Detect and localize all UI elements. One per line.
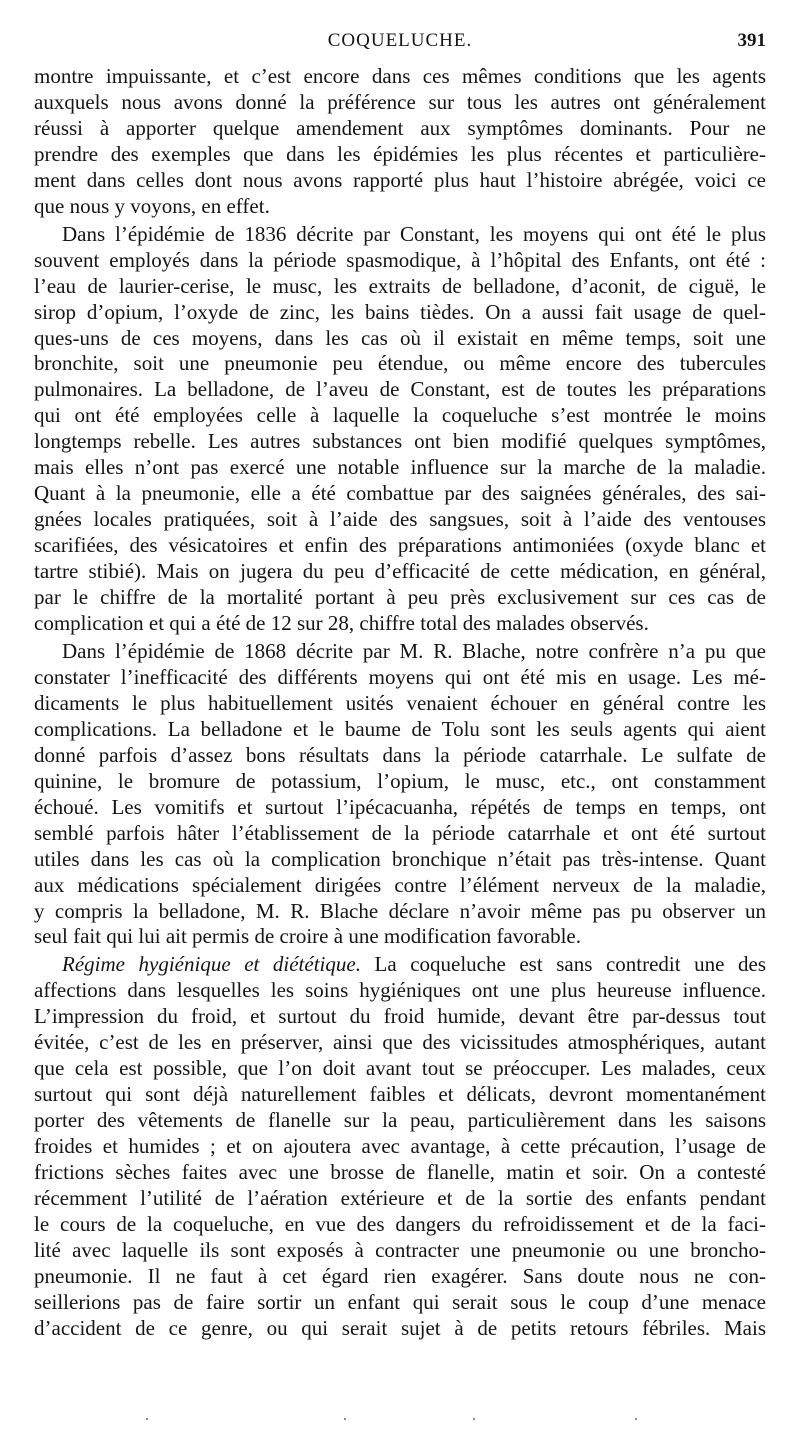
text-line: Dans l’épidémie de 1836 décrite par Constant, les moyens qui ont été le plus	[62, 221, 766, 246]
text-line: par le chiffre de la mortalité portant à peu près exclusivement sur ces cas de	[34, 585, 766, 610]
text-line: bronchite, soit une pneumonie peu étendue, ou même encore des tubercules	[34, 351, 766, 376]
text-line: Dans l’épidémie de 1868 décrite par M. R. Blache, notre confrère n’a pu que	[62, 638, 766, 663]
text-line: seul fait qui lui ait permis de croire à une modification favorable.	[34, 924, 581, 949]
text-line: gnées locales pratiquées, soit à l’aide des sangsues, soit à l’aide des ventouses	[34, 507, 766, 532]
section-heading: Régime hygiénique et diététique.	[62, 952, 361, 977]
text-line: semblé parfois hâter l’établissement de la période catarrhale et ont été surtout	[34, 820, 766, 845]
text-line: quinine, le bromure de potassium, l’opium, le musc, etc., ont constamment	[34, 768, 766, 793]
text-fragment: La coqueluche est sans contredit une des	[360, 952, 766, 977]
text-line: sirop d’opium, l’oxyde de zinc, les bains tièdes. On a aussi fait usage de quel-	[34, 299, 766, 324]
text-line: souvent employés dans la période spasmodique, à l’hôpital des Enfants, ont été :	[34, 247, 766, 272]
text-line: constater l’inefficacité des différents moyens qui ont été mis en usage. Les mé-	[34, 664, 766, 689]
page-number: 391	[737, 30, 766, 51]
text-line: échoué. Les vomitifs et surtout l’ipécacuanha, répétés de temps en temps, ont	[34, 794, 766, 819]
text-line: utiles dans les cas où la complication bronchique n’était pas très-intense. Quant	[34, 846, 766, 871]
running-head	[34, 30, 766, 56]
paragraph-1	[34, 64, 766, 220]
text-line: évitée, c’est de les en préserver, ainsi que des vicissitudes atmosphériques, autant	[34, 1030, 766, 1055]
text-line: surtout qui sont déjà naturellement faibles et délicats, devront momentanément	[34, 1082, 766, 1107]
text-line: tartre stibié). Mais on jugera du peu d’efficacité de cette médication, en général,	[34, 559, 766, 584]
text-line: lité avec laquelle ils sont exposés à contracter une pneumonie ou une broncho-	[34, 1237, 766, 1262]
text-line: porter des vêtements de flanelle sur la peau, particulièrement dans les saisons	[34, 1108, 766, 1133]
scan-specks	[0, 1418, 800, 1424]
text-line: récemment l’utilité de l’aération extérieure et de la sortie des enfants pendant	[34, 1185, 766, 1210]
text-line: frictions sèches faites avec une brosse de flanelle, matin et soir. On a contesté	[34, 1160, 766, 1185]
text-line: longtemps rebelle. Les autres substances ont bien modifié quelques symptômes,	[34, 429, 766, 454]
text-line: auxquels nous avons donné la préférence sur tous les autres ont généralement	[34, 89, 766, 114]
text-line: scarifiées, des vésicatoires et enfin des préparations antimoniées (oxyde blanc et	[34, 533, 766, 558]
text-line: montre impuissante, et c’est encore dans ces mêmes conditions que les agents	[34, 64, 766, 88]
text-line: le cours de la coqueluche, en vue des dangers du refroidissement et de la faci-	[34, 1211, 766, 1236]
text-line: pulmonaires. La belladone, de l’aveu de Constant, est de toutes les préparations	[34, 377, 766, 402]
text-line: que nous y voyons, en effet.	[34, 193, 270, 218]
text-line: mais elles n’ont pas exercé une notable influence sur la marche de la maladie.	[34, 455, 766, 480]
paragraph-2	[34, 222, 766, 637]
text-line: ment dans celles dont nous avons rapporté plus haut l’histoire abrégée, voici ce	[34, 167, 766, 192]
paragraph-3	[34, 639, 766, 950]
text-line	[34, 952, 766, 978]
text-line: complication et qui a été de 12 sur 28, chiffre total des malades observés.	[34, 611, 649, 636]
text-line: dicaments le plus habituellement usités venaient échouer en général contre les	[34, 690, 766, 715]
text-line: prendre des exemples que dans les épidémies les plus récentes et particulière-	[34, 141, 766, 166]
text-line: donné parfois d’assez bons résultats dans la période catarrhale. Le sulfate de	[34, 742, 766, 767]
text-line: pneumonie. Il ne faut à cet égard rien exagérer. Sans doute nous ne con-	[34, 1263, 766, 1288]
text-line: L’impression du froid, et surtout du froid humide, devant être par-dessus tout	[34, 1004, 766, 1029]
speck	[344, 1418, 346, 1420]
paragraph-4	[34, 952, 766, 1341]
text-line: réussi à apporter quelque amendement aux symptômes dominants. Pour ne	[34, 115, 766, 140]
text-line: qui ont été employées celle à laquelle la coqueluche s’est montrée le moins	[34, 403, 766, 428]
text-line: seillerions pas de faire sortir un enfant qui serait sous le coup d’une menace	[34, 1289, 766, 1314]
text-line: que cela est possible, que l’on doit avant tout se préoccuper. Les malades, ceux	[34, 1056, 766, 1081]
running-title: COQUELUCHE.	[327, 30, 473, 51]
text-line: Quant à la pneumonie, elle a été combattue par des saignées générales, des sai-	[34, 481, 766, 506]
text-line: l’eau de laurier-cerise, le musc, les extraits de belladone, d’aconit, de ciguë, le	[34, 273, 766, 298]
text-line: froides et humides ; et on ajoutera avec avantage, à cette précaution, l’usage de	[34, 1134, 766, 1159]
text-line: complications. La belladone et le baume de Tolu sont les seuls agents qui aient	[34, 716, 766, 741]
speck	[473, 1418, 475, 1420]
speck	[146, 1418, 148, 1420]
text-line: y compris la belladone, M. R. Blache déclare n’avoir même pas pu observer un	[34, 898, 766, 923]
text-line: aux médications spécialement dirigées contre l’élément nerveux de la maladie,	[34, 872, 766, 897]
text-line: affections dans lesquelles les soins hygiéniques ont une plus heureuse influence.	[34, 978, 766, 1003]
body-text	[34, 64, 766, 1342]
text-line: d’accident de ce genre, ou qui serait sujet à de petits retours fébriles. Mais	[34, 1315, 766, 1340]
speck	[635, 1418, 637, 1420]
text-line: ques-uns de ces moyens, dans les cas où il existait en même temps, soit une	[34, 325, 766, 350]
